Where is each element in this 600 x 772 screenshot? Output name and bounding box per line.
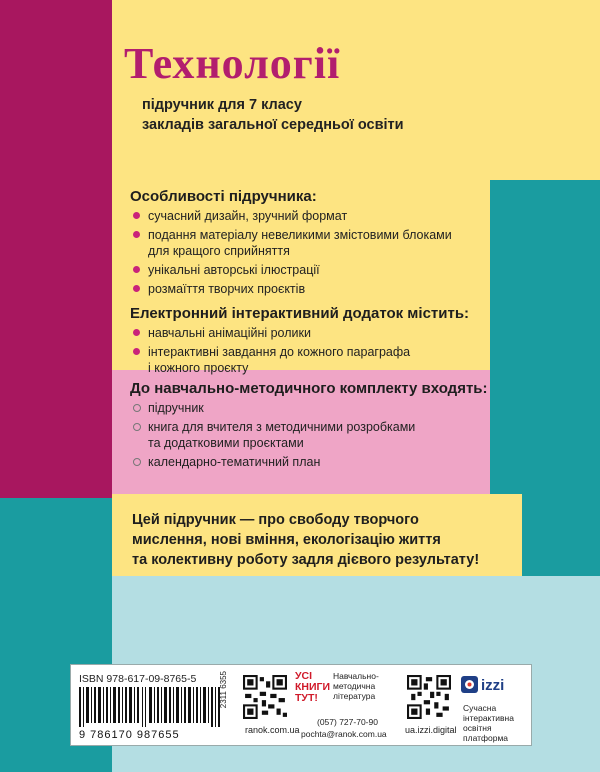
bullet-icon <box>133 212 140 219</box>
publisher-phone: (057) 727-70-90 <box>317 717 378 727</box>
bullet-icon <box>133 329 140 336</box>
bullet-icon <box>133 266 140 273</box>
qr-code-icon <box>243 675 287 719</box>
bullet-icon <box>133 231 140 238</box>
izzi-url: ua.izzi.digital <box>405 725 457 735</box>
bullet-icon <box>133 404 141 412</box>
digital-heading: Електронний інтерактивний додаток містить: <box>130 305 470 322</box>
bullet-icon <box>133 423 141 431</box>
tagline-line: мислення, нові вміння, екологізацію життя <box>132 532 441 548</box>
svg-text:izzi: izzi <box>481 677 505 694</box>
list-item: сучасний дизайн, зручний формат <box>130 208 452 224</box>
kit-list <box>130 400 415 473</box>
tagline-line: Цей підручник — про свободу творчого <box>132 512 419 528</box>
subtitle-line: підручник для 7 класу <box>142 97 302 113</box>
ranok-url: ranok.com.ua <box>245 725 300 735</box>
list-item-continuation: для кращого сприйняття <box>148 244 290 258</box>
list-item: навчальні анімаційні ролики <box>130 325 410 341</box>
tagline-line: та колективну роботу задля дієвого результату! <box>132 552 480 568</box>
izzi-logo-icon <box>461 675 521 695</box>
features-heading: Особливості підручника: <box>130 188 317 205</box>
tagline <box>132 510 479 570</box>
list-item: подання матеріалу невеликими змістовими блоками <box>130 227 452 243</box>
list-item: підручник <box>130 400 415 416</box>
publisher-info-bar <box>70 664 532 746</box>
publisher-email: pochta@ranok.com.ua <box>301 729 387 739</box>
list-item-continuation: і кожного проєкту <box>148 361 249 375</box>
book-subtitle <box>142 95 404 135</box>
kit-heading: До навчально-методичного комплекту входять: <box>130 380 488 397</box>
izzi-description: Сучасна інтерактивна освітня платформа <box>463 703 514 743</box>
literature-label: Навчально- методична література <box>333 671 379 701</box>
bullet-icon <box>133 458 141 466</box>
book-title: Технології <box>124 39 341 88</box>
barcode-icon <box>79 687 224 727</box>
features-list <box>130 208 452 300</box>
bullet-icon <box>133 348 140 355</box>
list-item: інтерактивні завдання до кожного параграфа <box>130 344 410 360</box>
isbn-label: ISBN 978-617-09-8765-5 <box>79 673 197 685</box>
qr-code-icon <box>407 675 451 719</box>
books-slogan: УСІ КНИГИ ТУТ! <box>295 670 331 704</box>
barcode-digits: 9 786170 987655 <box>79 729 180 741</box>
list-item-continuation: та додатковими проєктами <box>148 436 304 450</box>
list-item: календарно-тематичний план <box>130 454 415 470</box>
digital-list <box>130 325 410 379</box>
background-yellow-top <box>112 0 600 180</box>
list-item: унікальні авторські ілюстрації <box>130 262 452 278</box>
list-item: книга для вчителя з методичними розробками <box>130 419 415 435</box>
list-item: розмаїття творчих проєктів <box>130 281 452 297</box>
bullet-icon <box>133 285 140 292</box>
subtitle-line: закладів загальної середньої освіти <box>142 117 404 133</box>
vertical-code: 2311 6355 <box>219 671 228 709</box>
